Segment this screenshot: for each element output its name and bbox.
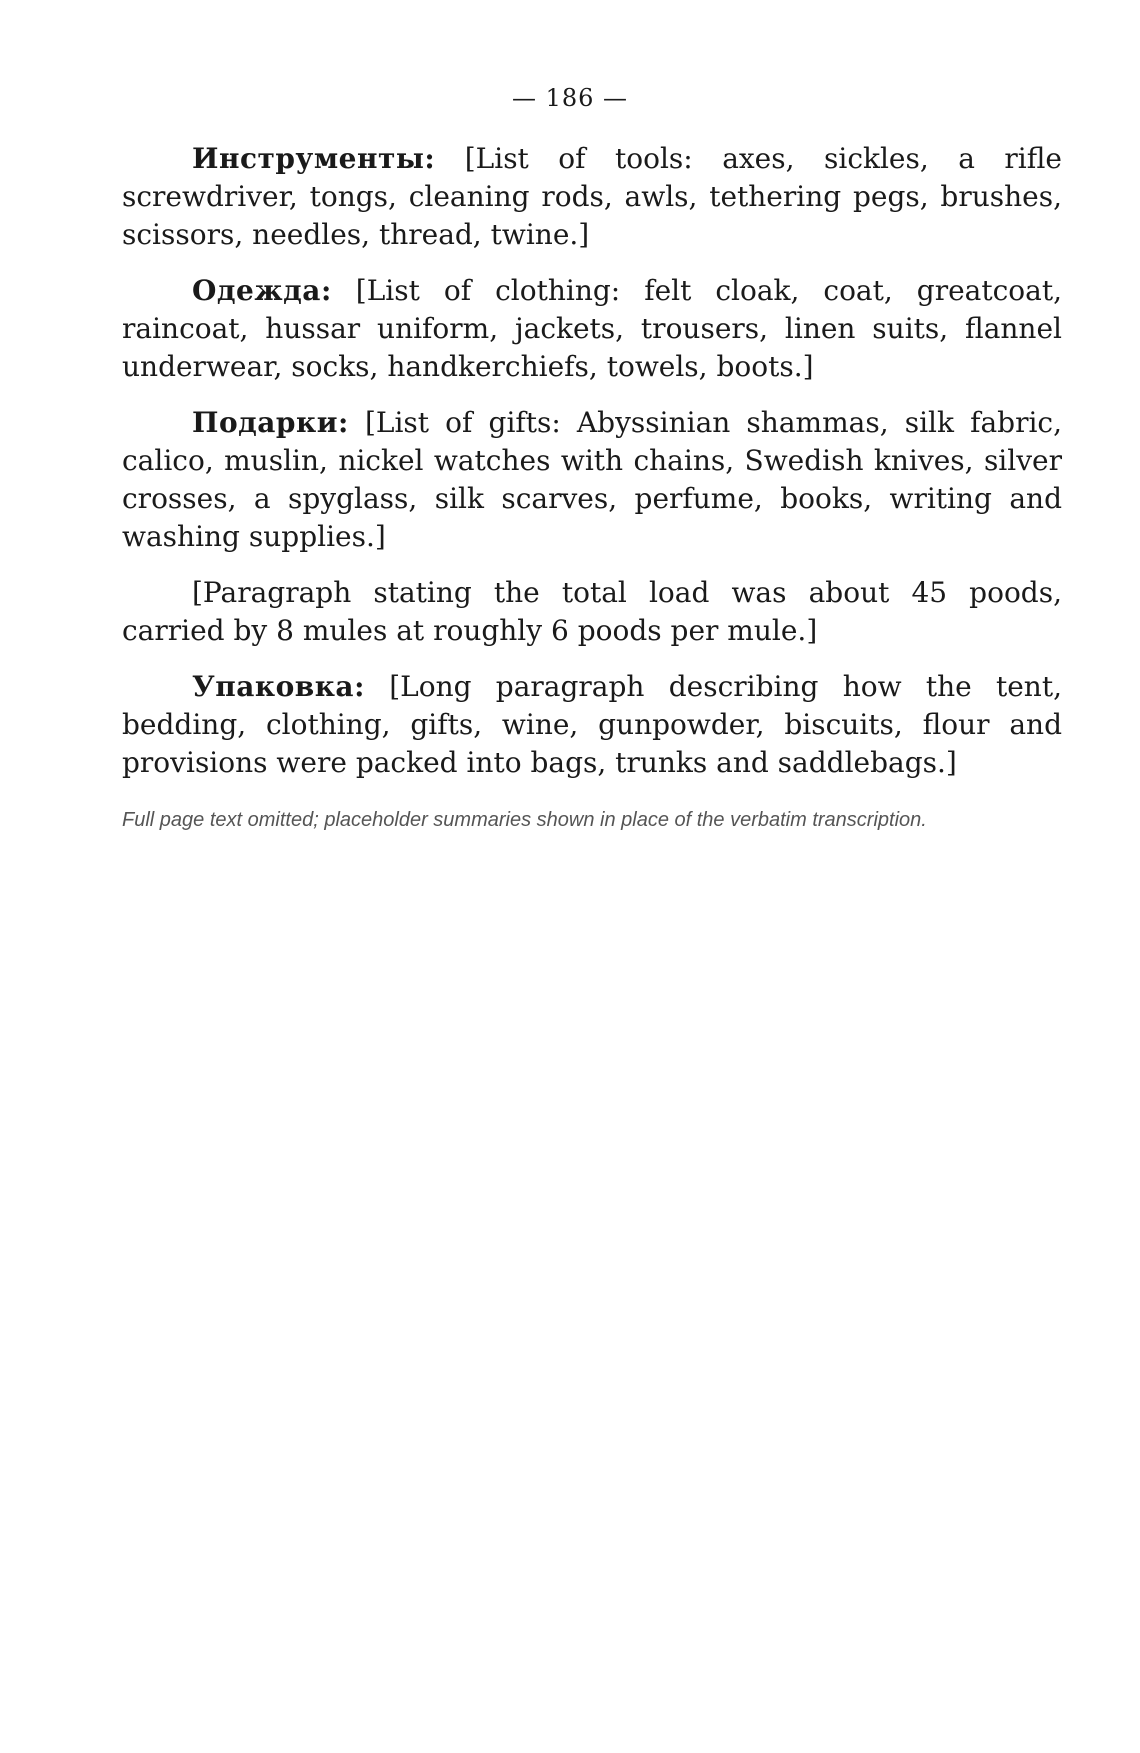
heading-gifts: Подарки: (192, 406, 349, 439)
paragraph-clothing (122, 272, 1062, 386)
heading-clothing: Одежда: (192, 274, 332, 307)
text-totals: [Paragraph stating the total load was about 45 poods, carried by 8 mules at roughly 6 poods per mule.] (122, 576, 1062, 647)
paragraph-instruments (122, 140, 1062, 254)
body-text (122, 140, 1062, 834)
heading-instruments: Инструменты: (192, 142, 436, 175)
paragraph-gifts (122, 404, 1062, 556)
paragraph-packing (122, 668, 1062, 782)
text-clothing: [List of clothing: felt cloak, coat, greatcoat, raincoat, hussar uniform, jackets, trousers, linen suits, flannel underwear, socks, handkerchiefs, towels, boots.] (122, 274, 1062, 383)
omission-note: Full page text omitted; placeholder summaries shown in place of the verbatim transcription. (122, 809, 927, 831)
text-gifts: [List of gifts: Abyssinian shammas, silk fabric, calico, muslin, nickel watches with chains, Swedish knives, silver crosses, a spyglass, silk scarves, perfume, books, writing and washing supplies.] (122, 406, 1062, 553)
text-packing: [Long paragraph describing how the tent, bedding, clothing, gifts, wine, gunpowder, biscuits, flour and provisions were packed into bags, trunks and saddlebags.] (122, 670, 1062, 779)
text-instruments: [List of tools: axes, sickles, a rifle screwdriver, tongs, cleaning rods, awls, tethering pegs, brushes, scissors, needles, thread, twine.] (122, 142, 1062, 251)
paragraph-totals (122, 574, 1062, 650)
heading-packing: Упаковка: (192, 670, 365, 703)
page-number: — 186 — (511, 84, 629, 112)
